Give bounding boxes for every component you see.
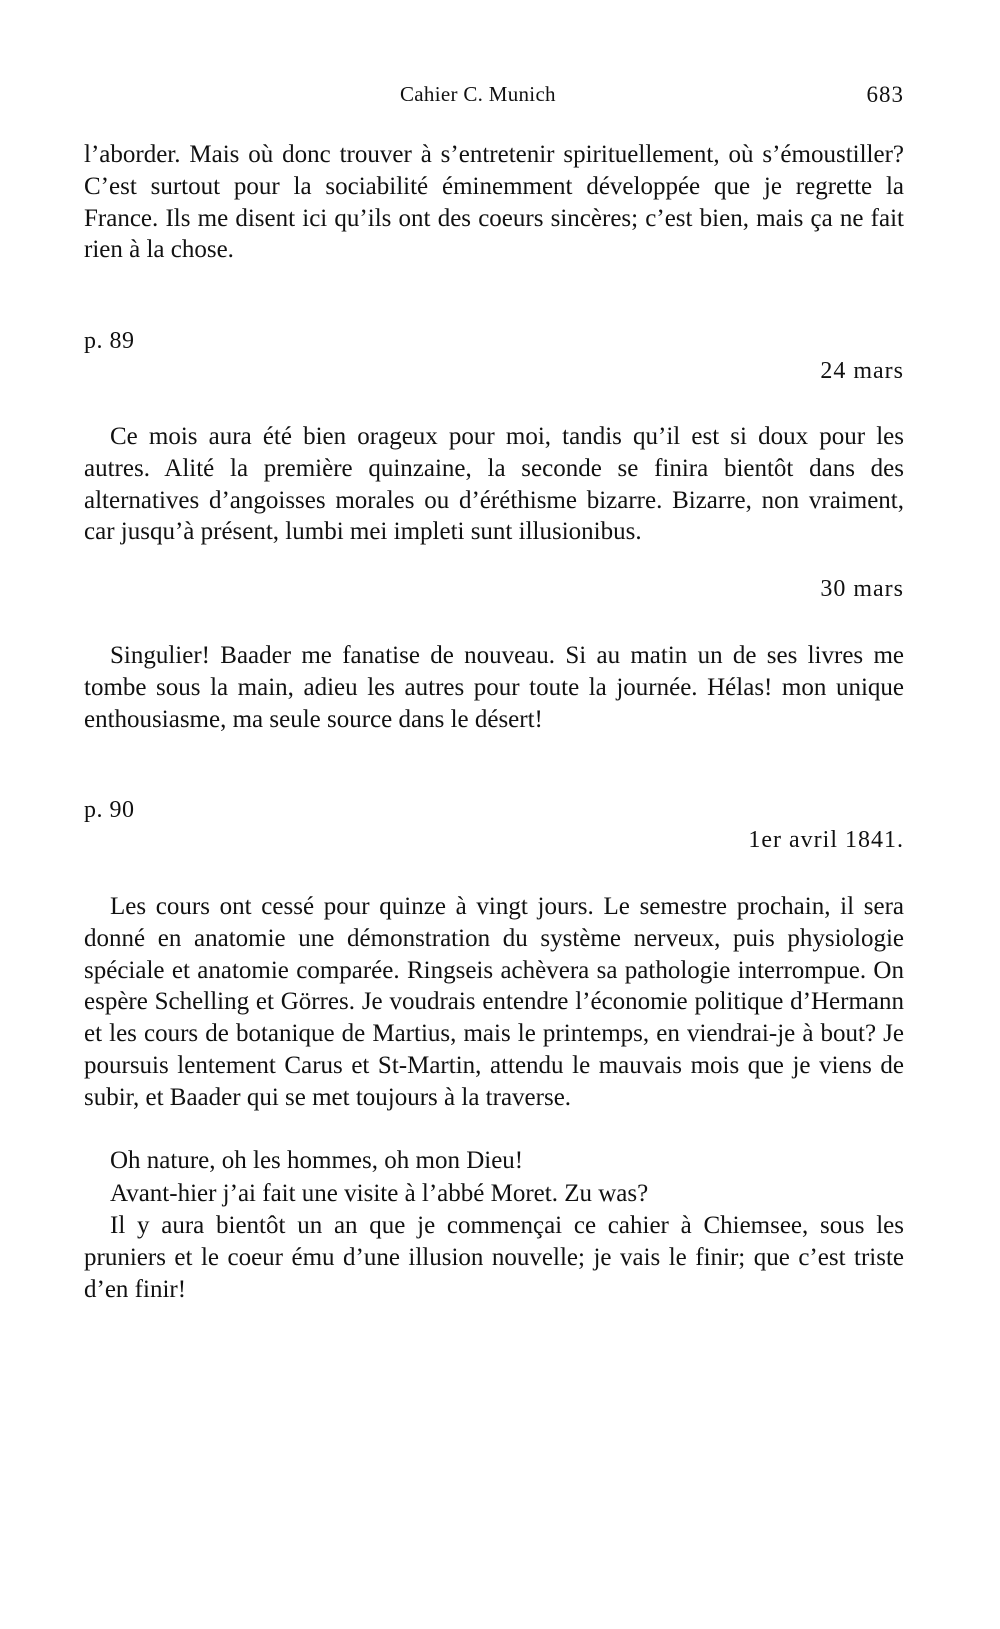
page-reference-89: p. 89 <box>84 328 135 354</box>
running-head: Cahier C. Munich <box>400 82 556 106</box>
paragraph-24-mars: Ce mois aura été bien orageux pour moi, tandis qu’il est si doux pour les autres. Alité la première quinzaine, la seconde se finira bientôt dans des alternatives d’angoisses morales ou d’éréthisme bizarre. Bizarre, non vraiment, car jusqu’à présent, lumbi mei impleti sunt illusionibus. <box>84 423 904 546</box>
page-number: 683 <box>866 82 904 107</box>
paragraph-visit: Avant-hier j’ai fait une visite à l’abbé Moret. Zu was? <box>110 1180 649 1207</box>
paragraph-continuation: l’aborder. Mais où donc trouver à s’entretenir spirituellement, où s’émoustiller? C’est surtout pour la sociabilité éminemment développée que je regrette la France. Ils me disent ici qu’ils ont des coeurs sincères; c’est bien, mais ça ne fait rien à la chose. <box>84 141 904 264</box>
entry-date-30-mars: 30 mars <box>820 576 904 602</box>
paragraph-1er-avril: Les cours ont cessé pour quinze à vingt jours. Le semestre prochain, il sera donné en anatomie une démonstration du système nerveux, puis physiologie spéciale et anatomie comparée. Ringseis achèvera sa pathologie interrompue. On espère Schelling et Görres. Je voudrais entendre l’économie politique d’Hermann et les cours de botanique de Martius, mais le printemps, en viendrai-je à bout? Je poursuis lentement Carus et St-Martin, attendu le mauvais mois que je viens de subir, et Baader qui se met toujours à la traverse. <box>84 893 904 1111</box>
paragraph-closing: Il y aura bientôt un an que je commençai ce cahier à Chiemsee, sous les pruniers et le coeur ému d’une illusion nouvelle; je vais le finir; que c’est triste d’en finir! <box>84 1212 904 1303</box>
entry-date-1er-avril: 1er avril 1841. <box>748 827 904 853</box>
paragraph-exclamation: Oh nature, oh les hommes, oh mon Dieu! <box>110 1147 524 1174</box>
paragraph-30-mars: Singulier! Baader me fanatise de nouveau. Si au matin un de ses livres me tombe sous la main, adieu les autres pour toute la journée. Hélas! mon unique enthousiasme, ma seule source dans le désert! <box>84 642 904 733</box>
page-reference-90: p. 90 <box>84 797 135 823</box>
entry-date-24-mars: 24 mars <box>820 358 904 384</box>
